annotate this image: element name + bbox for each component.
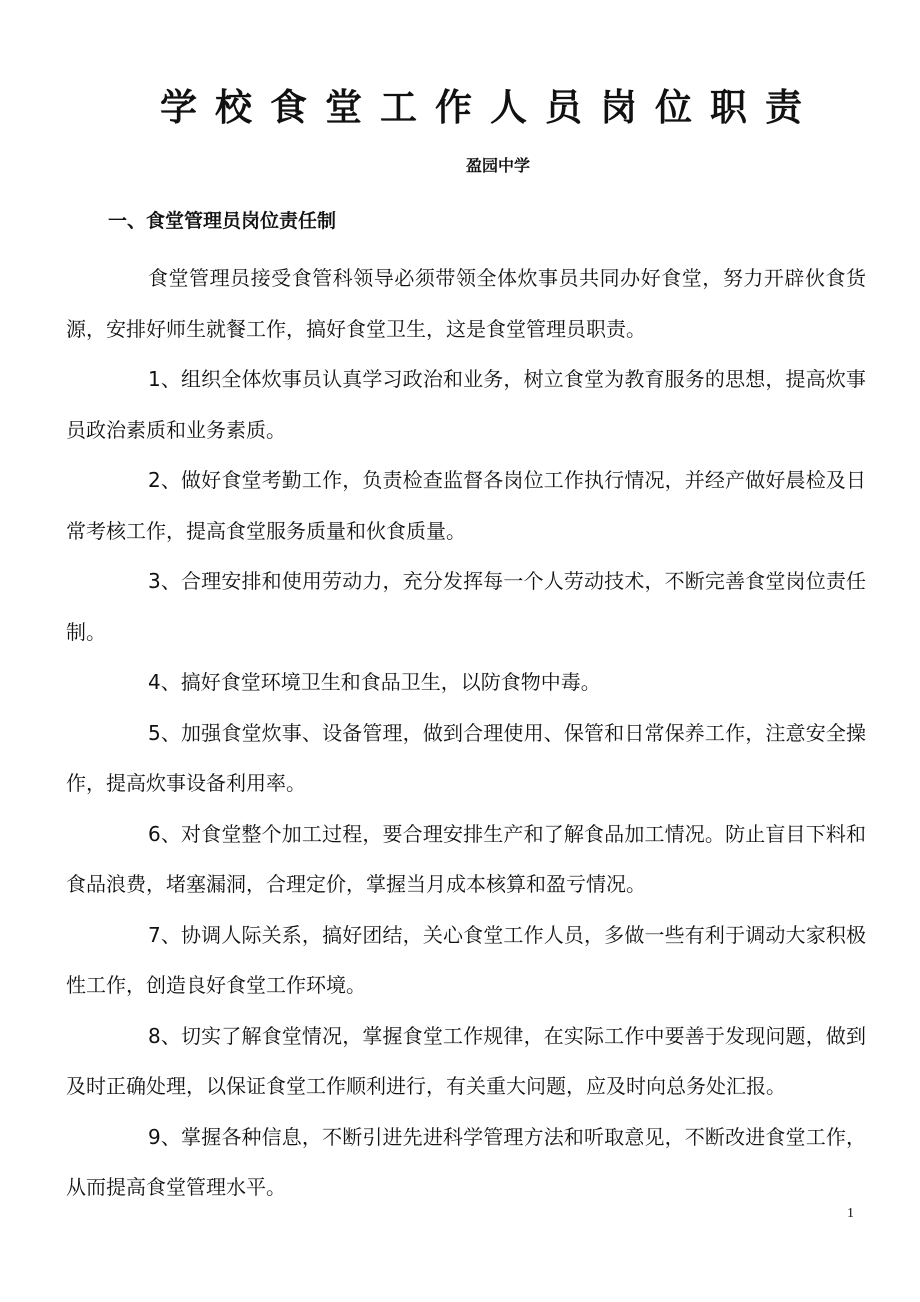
page-number: 1 (847, 1206, 854, 1221)
duty-item-8: 8、切实了解食堂情况，掌握食堂工作规律，在实际工作中要善于发现问题，做到及时正确处理，以保证食堂工作顺利进行，有关重大问题，应及时向总务处汇报。 (66, 1023, 866, 1098)
duty-item-2: 2、做好食堂考勤工作，负责检查监督各岗位工作执行情况，并经产做好晨检及日常考核工作，提高食堂服务质量和伙食质量。 (66, 468, 866, 543)
document-body (66, 253, 866, 1213)
duty-item-5: 5、加强食堂炊事、设备管理，做到合理使用、保管和日常保养工作，注意安全操作，提高炊事设备利用率。 (66, 720, 866, 795)
document-subtitle: 盈园中学 (465, 156, 530, 175)
intro-paragraph: 食堂管理员接受食管科领导必须带领全体炊事员共同办好食堂，努力开辟伙食货源，安排好师生就餐工作，搞好食堂卫生，这是食堂管理员职责。 (66, 266, 866, 341)
duty-item-9: 9、掌握各种信息，不断引进先进科学管理方法和听取意见，不断改进食堂工作，从而提高食堂管理水平。 (66, 1124, 866, 1199)
duty-item-4: 4、搞好食堂环境卫生和食品卫生，以防食物中毒。 (148, 670, 601, 694)
section-heading: 一、食堂管理员岗位责任制 (108, 210, 337, 232)
duty-item-3: 3、合理安排和使用劳动力，充分发挥每一个人劳动技术，不断完善食堂岗位责任制。 (66, 569, 866, 644)
duty-item-6: 6、对食堂整个加工过程，要合理安排生产和了解食品加工情况。防止盲目下料和食品浪费，堵塞漏洞，合理定价，掌握当月成本核算和盈亏情况。 (66, 821, 866, 896)
duty-item-7: 7、协调人际关系，搞好团结，关心食堂工作人员，多做一些有利于调动大家积极性工作，创造良好食堂工作环境。 (66, 922, 866, 997)
duty-item-1: 1、组织全体炊事员认真学习政治和业务，树立食堂为教育服务的思想，提高炊事员政治素质和业务素质。 (66, 367, 866, 442)
document-title: 学校食堂工作人员岗位职责 (160, 86, 820, 129)
